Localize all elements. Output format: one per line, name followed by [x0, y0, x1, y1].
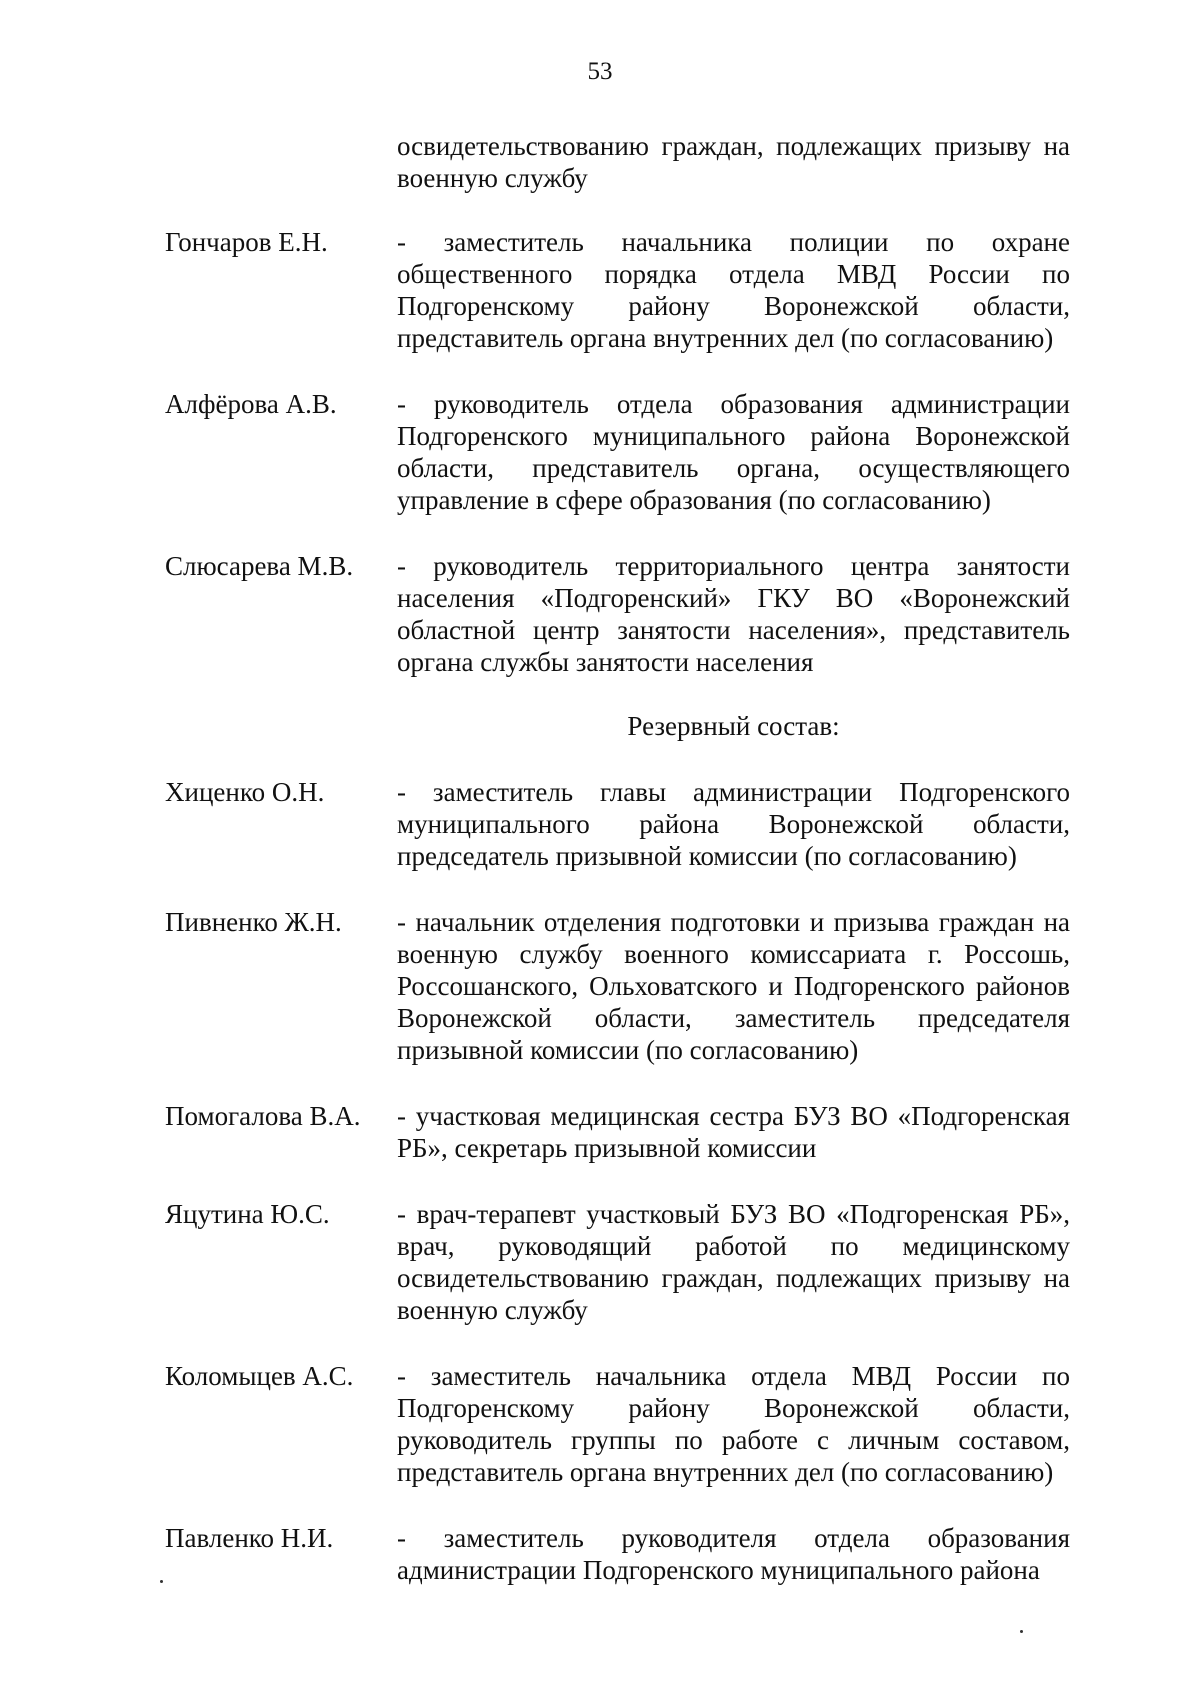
scan-speck [160, 1580, 163, 1583]
member-name: Гончаров Е.Н. [165, 227, 328, 257]
member-name: Павленко Н.И. [165, 1523, 334, 1553]
member-role: - руководитель территориального центра занятости населения «Подгоренский» ГКУ ВО «Воронежский областной центр занятости населения», представитель органа службы занятости населения [397, 551, 1070, 677]
member-entry [165, 776, 1070, 872]
member-role: - врач-терапевт участковый БУЗ ВО «Подгоренская РБ», врач, руководящий работой по медицинскому освидетельствованию граждан, подлежащих призыву на военную службу [397, 1199, 1070, 1325]
member-entry [165, 1100, 1070, 1164]
member-name: Пивненко Ж.Н. [165, 907, 342, 937]
member-entry [165, 1360, 1070, 1488]
scan-speck [1020, 1630, 1023, 1633]
member-entry [165, 1198, 1070, 1326]
reserve-section-title: Резервный состав: [627, 711, 840, 741]
member-entry [165, 550, 1070, 678]
member-name: Хиценко О.Н. [165, 777, 325, 807]
member-entry [165, 906, 1070, 1066]
member-role: - заместитель руководителя отдела образования администрации Подгоренского муниципального района [397, 1523, 1070, 1585]
member-name: Слюсарева М.В. [165, 551, 354, 581]
member-role: - заместитель начальника отдела МВД России по Подгоренскому району Воронежской области, руководитель группы по работе с личным составом, представитель органа внутренних дел (по согласованию) [397, 1361, 1070, 1487]
member-name: Алфёрова А.В. [165, 389, 337, 419]
member-entry [165, 226, 1070, 354]
member-entry [165, 1522, 1070, 1586]
member-name: Помогалова В.А. [165, 1101, 361, 1131]
page-number: 53 [587, 58, 613, 85]
member-role: - начальник отделения подготовки и призыва граждан на военную службу военного комиссариата г. Россошь, Россошанского, Ольховатского и Подгоренского районов Воронежской области, заместитель председателя призывной комиссии (по согласованию) [397, 907, 1070, 1065]
member-name: Яцутина Ю.С. [165, 1199, 330, 1229]
member-name: Коломыцев А.С. [165, 1361, 354, 1391]
reserve-members-list [165, 776, 1070, 1586]
member-role: - заместитель главы администрации Подгоренского муниципального района Воронежской области, председатель призывной комиссии (по согласованию) [397, 777, 1070, 871]
main-members-list [165, 226, 1070, 678]
document-body [165, 130, 1070, 1620]
member-role: - руководитель отдела образования администрации Подгоренского муниципального района Воронежской области, представитель органа, осуществляющего управление в сфере образования (по согласованию) [397, 389, 1070, 515]
continued-text: освидетельствованию граждан, подлежащих призыву на военную службу [397, 131, 1070, 193]
member-entry [165, 388, 1070, 516]
member-role: - заместитель начальника полиции по охране общественного порядка отдела МВД России по Подгоренскому району Воронежской области, представитель органа внутренних дел (по согласованию) [397, 227, 1070, 353]
member-role: - участковая медицинская сестра БУЗ ВО «Подгоренская РБ», секретарь призывной комиссии [397, 1101, 1070, 1163]
